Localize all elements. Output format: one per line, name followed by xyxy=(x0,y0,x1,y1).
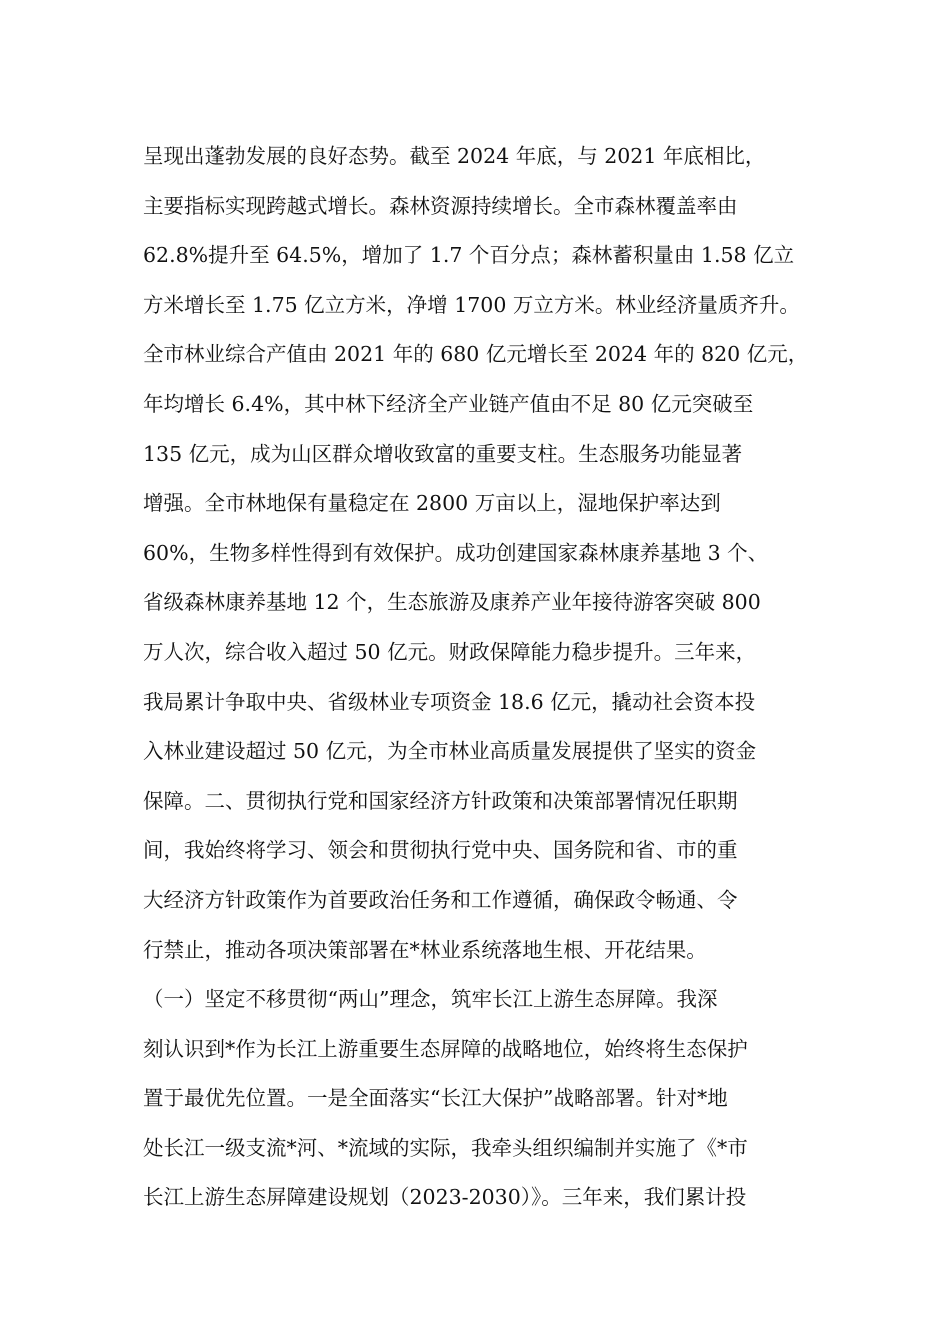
text-line: 行禁止，推动各项决策部署在*林业系统落地生根、开花结果。 xyxy=(143,937,707,962)
text-line: （一）坚定不移贯彻“两山”理念，筑牢长江上游生态屏障。我深 xyxy=(143,987,718,1012)
text-line: 万人次，综合收入超过 50 亿元。财政保障能力稳步提升。三年来， xyxy=(143,639,757,664)
text-line: 135 亿元，成为山区群众增收致富的重要支柱。生态服务功能显著 xyxy=(143,441,743,466)
text-line: 间，我始终将学习、领会和贯彻执行党中央、国务院和省、市的重 xyxy=(143,838,738,863)
text-line: 省级森林康养基地 12 个，生态旅游及康养产业年接待游客突破 800 xyxy=(143,590,761,615)
text-line: 处长江一级支流*河、*流域的实际，我牵头组织编制并实施了《*市 xyxy=(143,1135,748,1160)
text-line: 增强。全市林地保有量稳定在 2800 万亩以上，湿地保护率达到 xyxy=(143,491,721,516)
text-line: 大经济方针政策作为首要政治任务和工作遵循，确保政令畅通、令 xyxy=(143,887,738,912)
text-line: 62.8%提升至 64.5%，增加了 1.7 个百分点；森林蓄积量由 1.58 亿立 xyxy=(143,243,795,268)
text-line: 60%，生物多样性得到有效保护。成功创建国家森林康养基地 3 个、 xyxy=(143,540,769,565)
text-line: 入林业建设超过 50 亿元，为全市林业高质量发展提供了坚实的资金 xyxy=(143,739,757,764)
text-line: 方米增长至 1.75 亿立方米，净增 1700 万立方米。林业经济量质齐升。 xyxy=(143,292,800,317)
text-line: 年均增长 6.4%，其中林下经济全产业链产值由不足 80 亿元突破至 xyxy=(143,391,754,416)
text-line: 全市林业综合产值由 2021 年的 680 亿元增长至 2024 年的 820 亿元， xyxy=(143,342,809,367)
text-line: 置于最优先位置。一是全面落实“长江大保护”战略部署。针对*地 xyxy=(143,1086,728,1111)
text-line: 保障。二、贯彻执行党和国家经济方针政策和决策部署情况任职期 xyxy=(143,788,738,813)
text-line: 呈现出蓬勃发展的良好态势。截至 2024 年底，与 2021 年底相比， xyxy=(143,144,766,168)
body-text xyxy=(143,132,843,1223)
text-line: 我局累计争取中央、省级林业专项资金 18.6 亿元，撬动社会资本投 xyxy=(143,689,756,714)
text-line: 长江上游生态屏障建设规划（2023-2030）》。三年来，我们累计投 xyxy=(143,1185,747,1210)
text-line: 刻认识到*作为长江上游重要生态屏障的战略地位，始终将生态保护 xyxy=(143,1036,748,1061)
text-line: 主要指标实现跨越式增长。森林资源持续增长。全市森林覆盖率由 xyxy=(143,193,738,218)
